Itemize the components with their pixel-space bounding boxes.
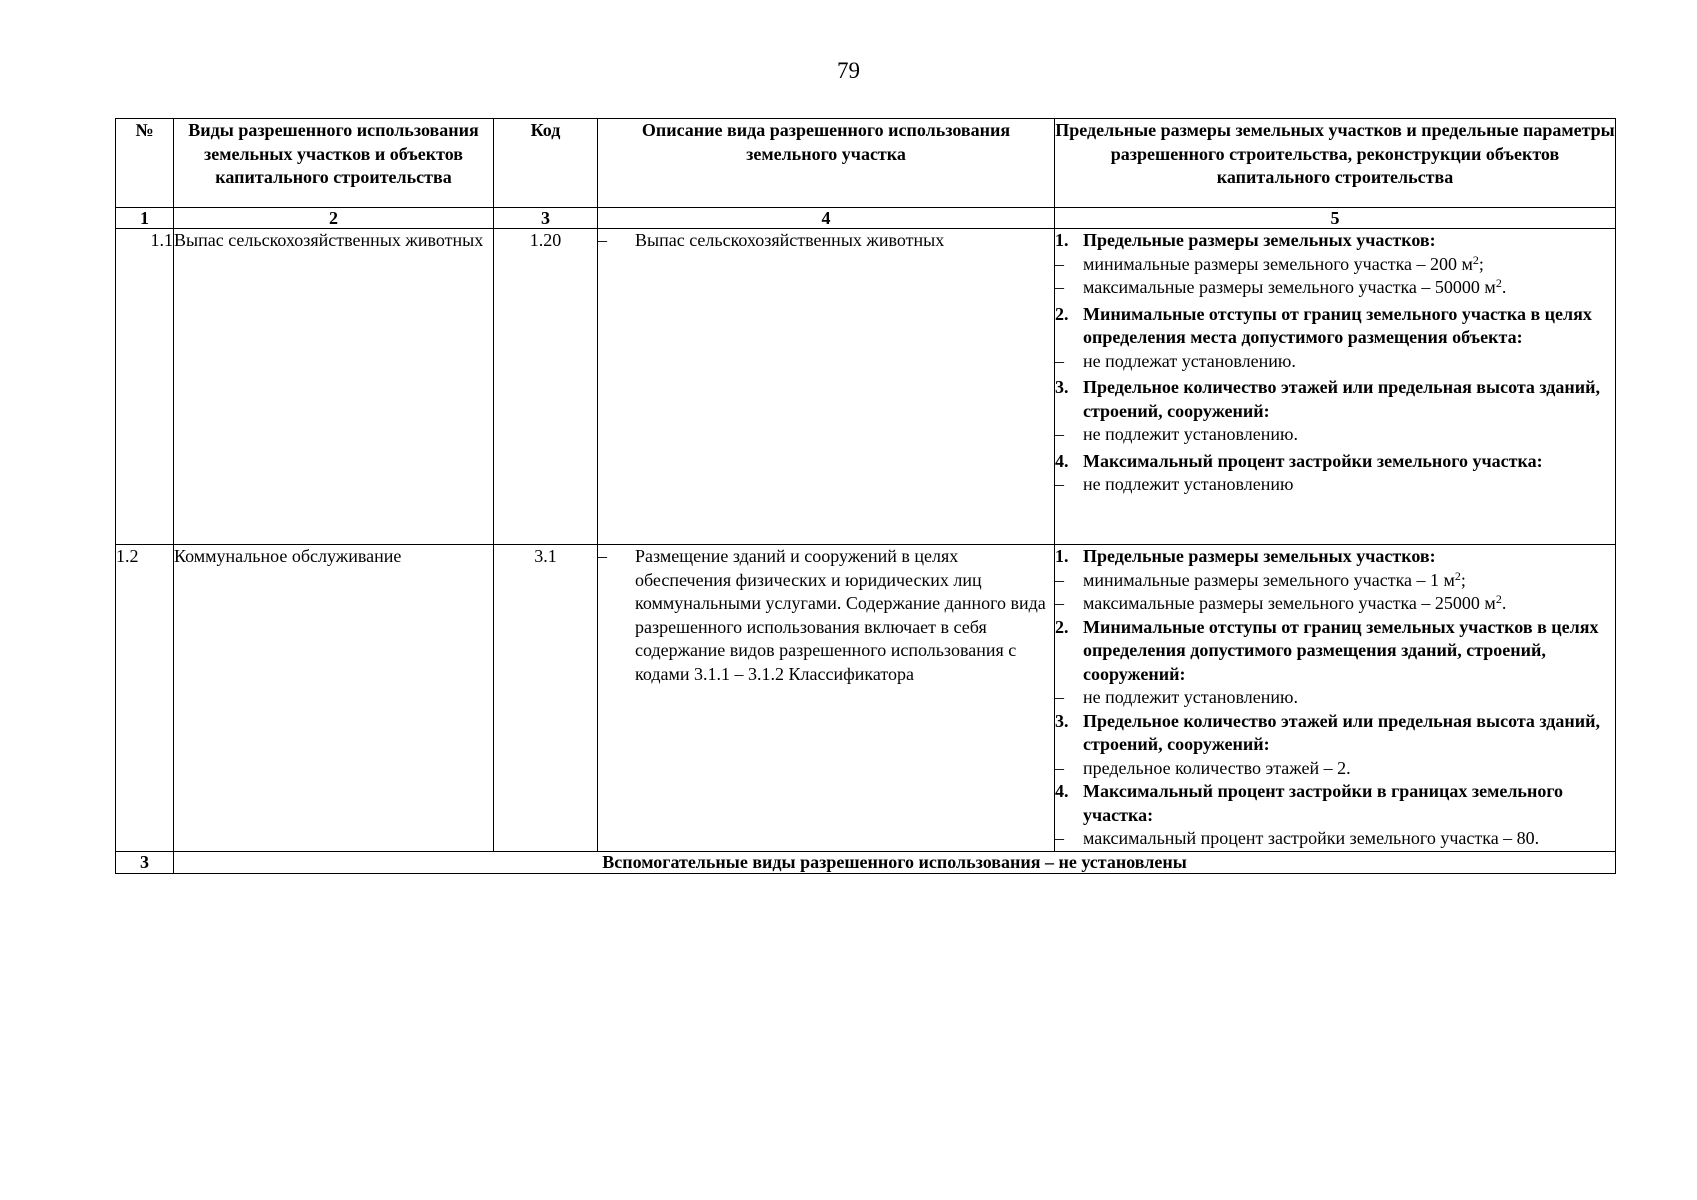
list-dash: – — [598, 230, 607, 250]
page-number: 79 — [837, 58, 860, 83]
description-text: Выпас сельскохозяйственных животных — [635, 230, 945, 250]
parameter-item: – максимальные размеры земельного участка – 50000 $м^2$. — [1055, 276, 1507, 297]
list-dash: – — [598, 546, 607, 566]
header-no: № — [116, 119, 174, 208]
table-row — [116, 229, 1616, 545]
use-type-name: Коммунальное обслуживание — [174, 545, 494, 852]
parameter-item: – максимальные размеры земельного участка – 25000 $м^2$. — [1055, 592, 1507, 613]
use-type-code: 1.20 — [494, 229, 598, 545]
parameter-heading: 3. Предельное количество этажей или предельная высота зданий, строений, сооружений: — [1055, 377, 1601, 421]
parameters-cell — [1055, 229, 1616, 545]
parameter-heading: 3. Предельное количество этажей или предельная высота зданий, строений, сооружений: — [1055, 710, 1601, 754]
parameter-heading: 4. Максимальный процент застройки земельного участка: — [1055, 450, 1543, 471]
use-type-name: Выпас сельскохозяйственных животных — [174, 229, 494, 545]
land-use-table — [115, 118, 1616, 874]
column-number: 3 — [494, 208, 598, 229]
column-number-row — [116, 208, 1616, 229]
table-row — [116, 545, 1616, 852]
parameter-item: – не подлежит установлению. — [1055, 424, 1298, 444]
header-code: Код — [494, 119, 598, 208]
parameter-item: – максимальный процент застройки земельного участка – 80. — [1055, 828, 1540, 848]
row-number: 1.2 — [116, 545, 174, 852]
parameter-heading: 2. Минимальные отступы от границ земельного участка в целях определения места допустимого размещения объекта: — [1055, 303, 1592, 347]
auxiliary-number: 3 — [116, 851, 174, 873]
header-row — [116, 119, 1616, 208]
row-number: 1.1 — [116, 229, 174, 545]
parameter-item: – не подлежат установлению. — [1055, 350, 1296, 371]
parameter-heading: 2. Минимальные отступы от границ земельных участков в целях определения допустимого размещения зданий, строений, сооружений: — [1055, 616, 1599, 684]
use-type-code: 3.1 — [494, 545, 598, 852]
parameter-item: – не подлежит установлению — [1055, 474, 1294, 494]
parameter-item: – предельное количество этажей – 2. — [1055, 757, 1351, 778]
column-number: 5 — [1055, 208, 1616, 229]
header-description: Описание вида разрешенного использования земельного участка — [598, 119, 1055, 208]
column-number: 2 — [174, 208, 494, 229]
parameter-heading: 1. Предельные размеры земельных участков: — [1055, 230, 1436, 250]
header-parameters: Предельные размеры земельных участков и предельные параметры разрешенного строительства, реконструкции объектов капитального строительства — [1055, 119, 1616, 208]
use-type-description — [598, 229, 1055, 545]
column-number: 4 — [598, 208, 1055, 229]
parameter-heading: 4. Максимальный процент застройки в границах земельного участка: — [1055, 781, 1564, 825]
column-number: 1 — [116, 208, 174, 229]
parameter-item: – минимальные размеры земельного участка – 1 $м^2$; — [1055, 568, 1466, 590]
auxiliary-row — [116, 851, 1616, 873]
use-type-description — [598, 545, 1055, 852]
parameter-item: – минимальные размеры земельного участка – 200 $м^2$; — [1055, 252, 1484, 274]
parameter-heading: 1. Предельные размеры земельных участков: — [1055, 546, 1436, 566]
description-text: Размещение зданий и сооружений в целях обеспечения физических и юридических лиц коммунальными услугами. Содержание данного вида разрешенного использования включает в себя содержание видов разрешенного использования с кодами 3.1.1 – 3.1.2 Классификатора — [635, 546, 1046, 684]
auxiliary-text: Вспомогательные виды разрешенного использования – не установлены — [174, 851, 1616, 873]
header-name: Виды разрешенного использования земельных участков и объектов капитального строительства — [174, 119, 494, 208]
parameters-cell — [1055, 545, 1616, 852]
parameter-item: – не подлежит установлению. — [1055, 687, 1298, 707]
